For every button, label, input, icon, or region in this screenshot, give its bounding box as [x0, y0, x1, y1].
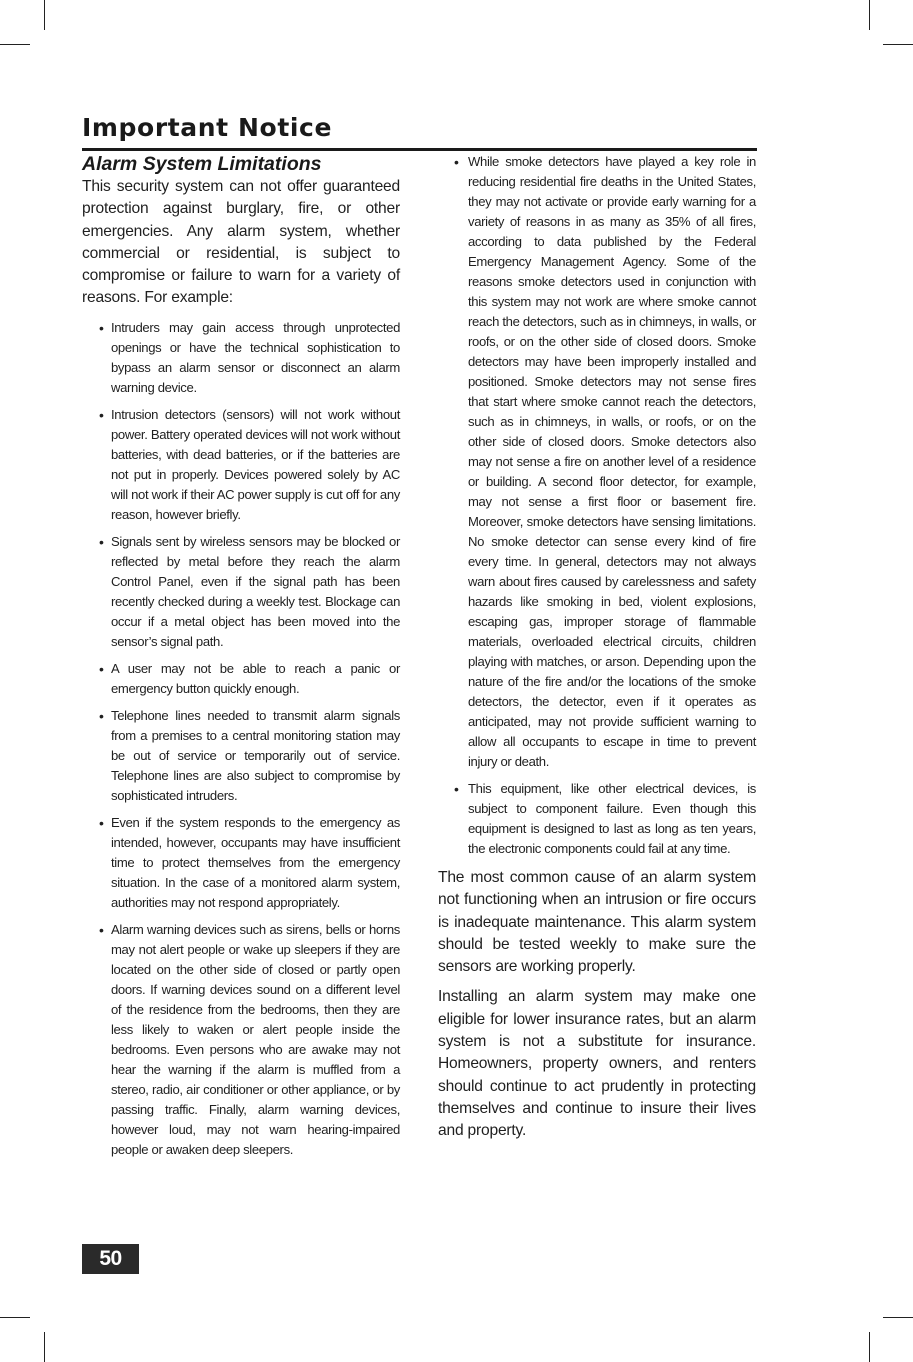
section-heading: Alarm System Limitations — [82, 153, 322, 175]
list-item-text: Intrusion detectors (sensors) will not work without power. Battery operated devices will not work without batteries, with dead batteries, or if the batteries are not put in properly. Devices powered solely by AC will not work if their AC power supply is cut off for any reason, however briefly. — [111, 406, 400, 522]
limitations-list — [82, 318, 400, 1160]
list-item-text: Alarm warning devices such as sirens, bells or horns may not alert people or wake up sleepers if they are located on the other side of closed or partly open doors. If warning devices sound on a different level of the residence from the bedrooms, then they are less likely to waken or alert people inside the bedrooms. Even persons who are awake may not hear the warning if the alarm is muffled from a stereo, radio, air conditioner or other appliance, or by passing traffic. Finally, alarm warning devices, however loud, may not warn hearing-impaired people or awaken deep sleepers. — [111, 921, 400, 1157]
page-number: 50 — [82, 1244, 139, 1274]
bullet-icon: • — [99, 660, 104, 677]
bullet-icon: • — [99, 707, 104, 724]
right-column — [438, 152, 756, 1143]
bullet-icon: • — [454, 781, 459, 797]
maintenance-paragraph: The most common cause of an alarm system not functioning when an intrusion or fire occurs is inadequate maintenance. This alarm system should be tested weekly to make sure the sensors are working properly. — [438, 869, 756, 976]
list-item — [82, 405, 400, 525]
crop-mark — [869, 1332, 870, 1362]
bullet-icon: • — [454, 154, 459, 170]
list-item-text: Signals sent by wireless sensors may be blocked or reflected by metal before they reach the alarm Control Panel, even if the signal path has been recently checked during a weekly test. Blockage can occur if a metal object has been moved into the sensor’s signal path. — [111, 533, 400, 649]
list-item — [438, 779, 756, 859]
title-rule — [82, 148, 757, 151]
bullet-icon: • — [99, 814, 104, 831]
limitations-list-continued — [438, 152, 756, 859]
list-item — [82, 920, 400, 1160]
list-item-text: While smoke detectors have played a key role in reducing residential fire deaths in the United States, they may not activate or provide early warning for a variety of reasons in as many as 35% of all fires, according to data published by the Federal Emergency Management Agency. Some of the reasons smoke detectors used in conjunction with this system may not work are where smoke cannot reach the detectors, such as in chimneys, in walls, or roofs, or on the other side of closed doors. Smoke detectors may have been improperly installed and positioned. Smoke detectors may not sense fires that start where smoke cannot reach the detectors, such as in chimneys, in walls, or roofs, or on the other side of closed doors. Smoke detectors also may not sense a fire on another level of a residence or building. A second floor detector, for example, may not sense a first floor or basement fire. Moreover, smoke detectors have sensing limitations. No smoke detector can sense every kind of fire every time. In general, detectors may not always warn about fires caused by carelessness and safety hazards like smoking in bed, violent explosions, escaping gas, improper storage of flammable materials, overloaded electrical circuits, children playing with matches, or arson. Depending upon the nature of the fire and/or the locations of the smoke detectors, the detector, even if it operates as anticipated, may not provide sufficient warning to allow all occupants to escape in time to prevent injury or death. — [468, 154, 756, 769]
crop-mark — [0, 1317, 30, 1318]
crop-mark — [44, 1332, 45, 1362]
list-item — [82, 659, 400, 699]
list-item — [82, 532, 400, 652]
bullet-icon: • — [99, 406, 104, 423]
list-item-text: A user may not be able to reach a panic or emergency button quickly enough. — [111, 660, 400, 696]
page-title: Important Notice — [82, 113, 333, 142]
list-item-text: This equipment, like other electrical devices, is subject to component failure. Even though this equipment is designed to last as long as ten years, the electronic components could fail at any time. — [468, 781, 756, 856]
list-item-text: Telephone lines needed to transmit alarm signals from a premises to a central monitoring station may be out of service or temporarily out of service. Telephone lines are also subject to compromise by sophisticated intruders. — [111, 707, 400, 803]
crop-mark — [869, 0, 870, 30]
bullet-icon: • — [99, 921, 104, 938]
bullet-icon: • — [99, 319, 104, 336]
bullet-icon: • — [99, 533, 104, 550]
list-item — [82, 318, 400, 398]
intro-paragraph: This security system can not offer guaranteed protection against burglary, fire, or other emergencies. Any alarm system, whether commercial or residential, is subject to compromise or failure to warn for a variety of reasons. For example: — [82, 178, 400, 307]
list-item-text: Intruders may gain access through unprotected openings or have the technical sophistication to bypass an alarm sensor or disconnect an alarm warning device. — [111, 319, 400, 395]
insurance-paragraph: Installing an alarm system may make one eligible for lower insurance rates, but an alarm system is not a substitute for insurance. Homeowners, property owners, and renters should continue to act prudently in protecting themselves and continue to insure their lives and property. — [438, 988, 756, 1140]
left-column — [82, 152, 400, 1160]
crop-mark — [44, 0, 45, 30]
list-item-text: Even if the system responds to the emergency as intended, however, occupants may have insufficient time to protect themselves from the emergency situation. In the case of a monitored alarm system, authorities may not respond appropriately. — [111, 814, 400, 910]
crop-mark — [883, 44, 913, 45]
list-item — [438, 152, 756, 772]
crop-mark — [0, 44, 30, 45]
list-item — [82, 706, 400, 806]
list-item — [82, 813, 400, 913]
crop-mark — [883, 1317, 913, 1318]
